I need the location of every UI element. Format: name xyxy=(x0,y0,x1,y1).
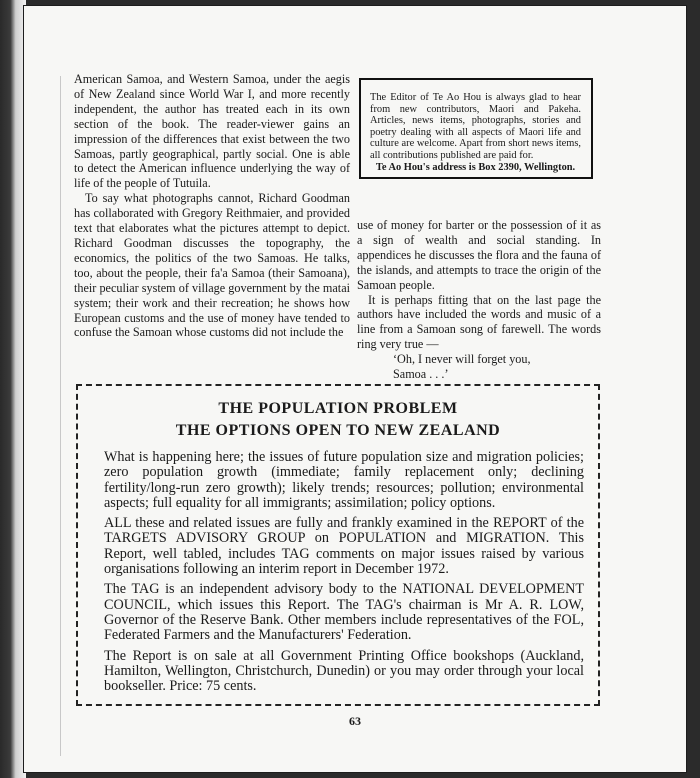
poem-line-2: Samoa . . .’ xyxy=(393,367,449,382)
poem-line-1: ‘Oh, I never will forget you, xyxy=(393,352,531,367)
population-advertisement xyxy=(76,384,600,706)
left-paragraph-2: To say what photographs cannot, Richard Goodman has collaborated with Gregory Reithmaier, and provided text that elaborates what the pictures attempt to depict. Richard Goodman discusses the topography, the economics, the politics of the two Samoas. He talks, too, about the people, their fa'a Samoa (their Samoana), their peculiar system of village government by the matai system; their work and their recreation; he shows how European customs and the use of money have tended to confuse the Samoan whose customs did not include the xyxy=(74,191,350,340)
advertisement-paragraph-4: The Report is on sale at all Government Printing Office bookshops (Auckland, Hamilton, Wellington, Christchurch, Dunedin) or you may order through your local bookseller. Price: 75 cents. xyxy=(104,647,584,695)
advertisement-paragraph-3: The TAG is an independent advisory body to the NATIONAL DEVELOPMENT COUNCIL, which issues this Report. The TAG's chairman is Mr A. R. LOW, Governor of the Reserve Bank. Other members include representatives of the FOL, Federated Farmers and the Manufacturers' Federation. xyxy=(104,581,584,644)
editor-notice-box xyxy=(359,78,593,179)
left-paragraph-1: American Samoa, and Western Samoa, under the aegis of New Zealand since World War I, and more recently independent, the author has treated each in its own section of the book. The reader-viewer gains an impression of the differences that exist between the two Samoas, partly geographical, partly social. One is able to detect the American influence underlying the way of life of the people of Tutuila. xyxy=(74,72,350,191)
right-paragraph-1: use of money for barter or the possession of it as a sign of wealth and social standing. In appendices he discusses the flora and the fauna of the islands, and attempts to trace the origin of the Samoan people. xyxy=(357,218,601,292)
page xyxy=(24,6,686,772)
editor-notice-text: The Editor of Te Ao Hou is always glad to hear from new contributors, Maori and Pakeha. Articles, news items, photographs, stories and poetry dealing with all aspects of Maori life and culture are welcome. Apart from short news items, all contributions published are paid for. xyxy=(370,92,581,161)
advertisement-paragraph-2: ALL these and related issues are fully and frankly examined in the REPORT of the TARGETS ADVISORY GROUP on POPULATION and MIGRATION. This Report, well tabled, includes TAG comments on major issues raised by various organisations following an interim report in December 1972. xyxy=(104,515,584,578)
advertisement-paragraph-1: What is happening here; the issues of future population size and migration policies; zero population growth (immediate; family replacement only; declining fertility/long-run zero growth); likely trends; resources; pollution; environmental aspects; full equality for all immigrants; assimilation; policy options. xyxy=(104,449,584,511)
advertisement-body xyxy=(104,450,584,699)
scan-edge xyxy=(0,0,26,778)
binding-line xyxy=(60,76,61,756)
left-column xyxy=(74,72,350,340)
right-column xyxy=(357,218,601,382)
editor-notice-address: Te Ao Hou's address is Box 2390, Wellington. xyxy=(375,161,576,173)
page-number: 63 xyxy=(349,714,361,728)
advertisement-title: THE POPULATION PROBLEM xyxy=(218,400,458,417)
advertisement-subtitle: THE OPTIONS OPEN TO NEW ZEALAND xyxy=(175,422,501,439)
right-paragraph-2: It is perhaps fitting that on the last page the authors have included the words and music of a line from a Samoan song of farewell. The words ring very true — xyxy=(357,292,601,352)
